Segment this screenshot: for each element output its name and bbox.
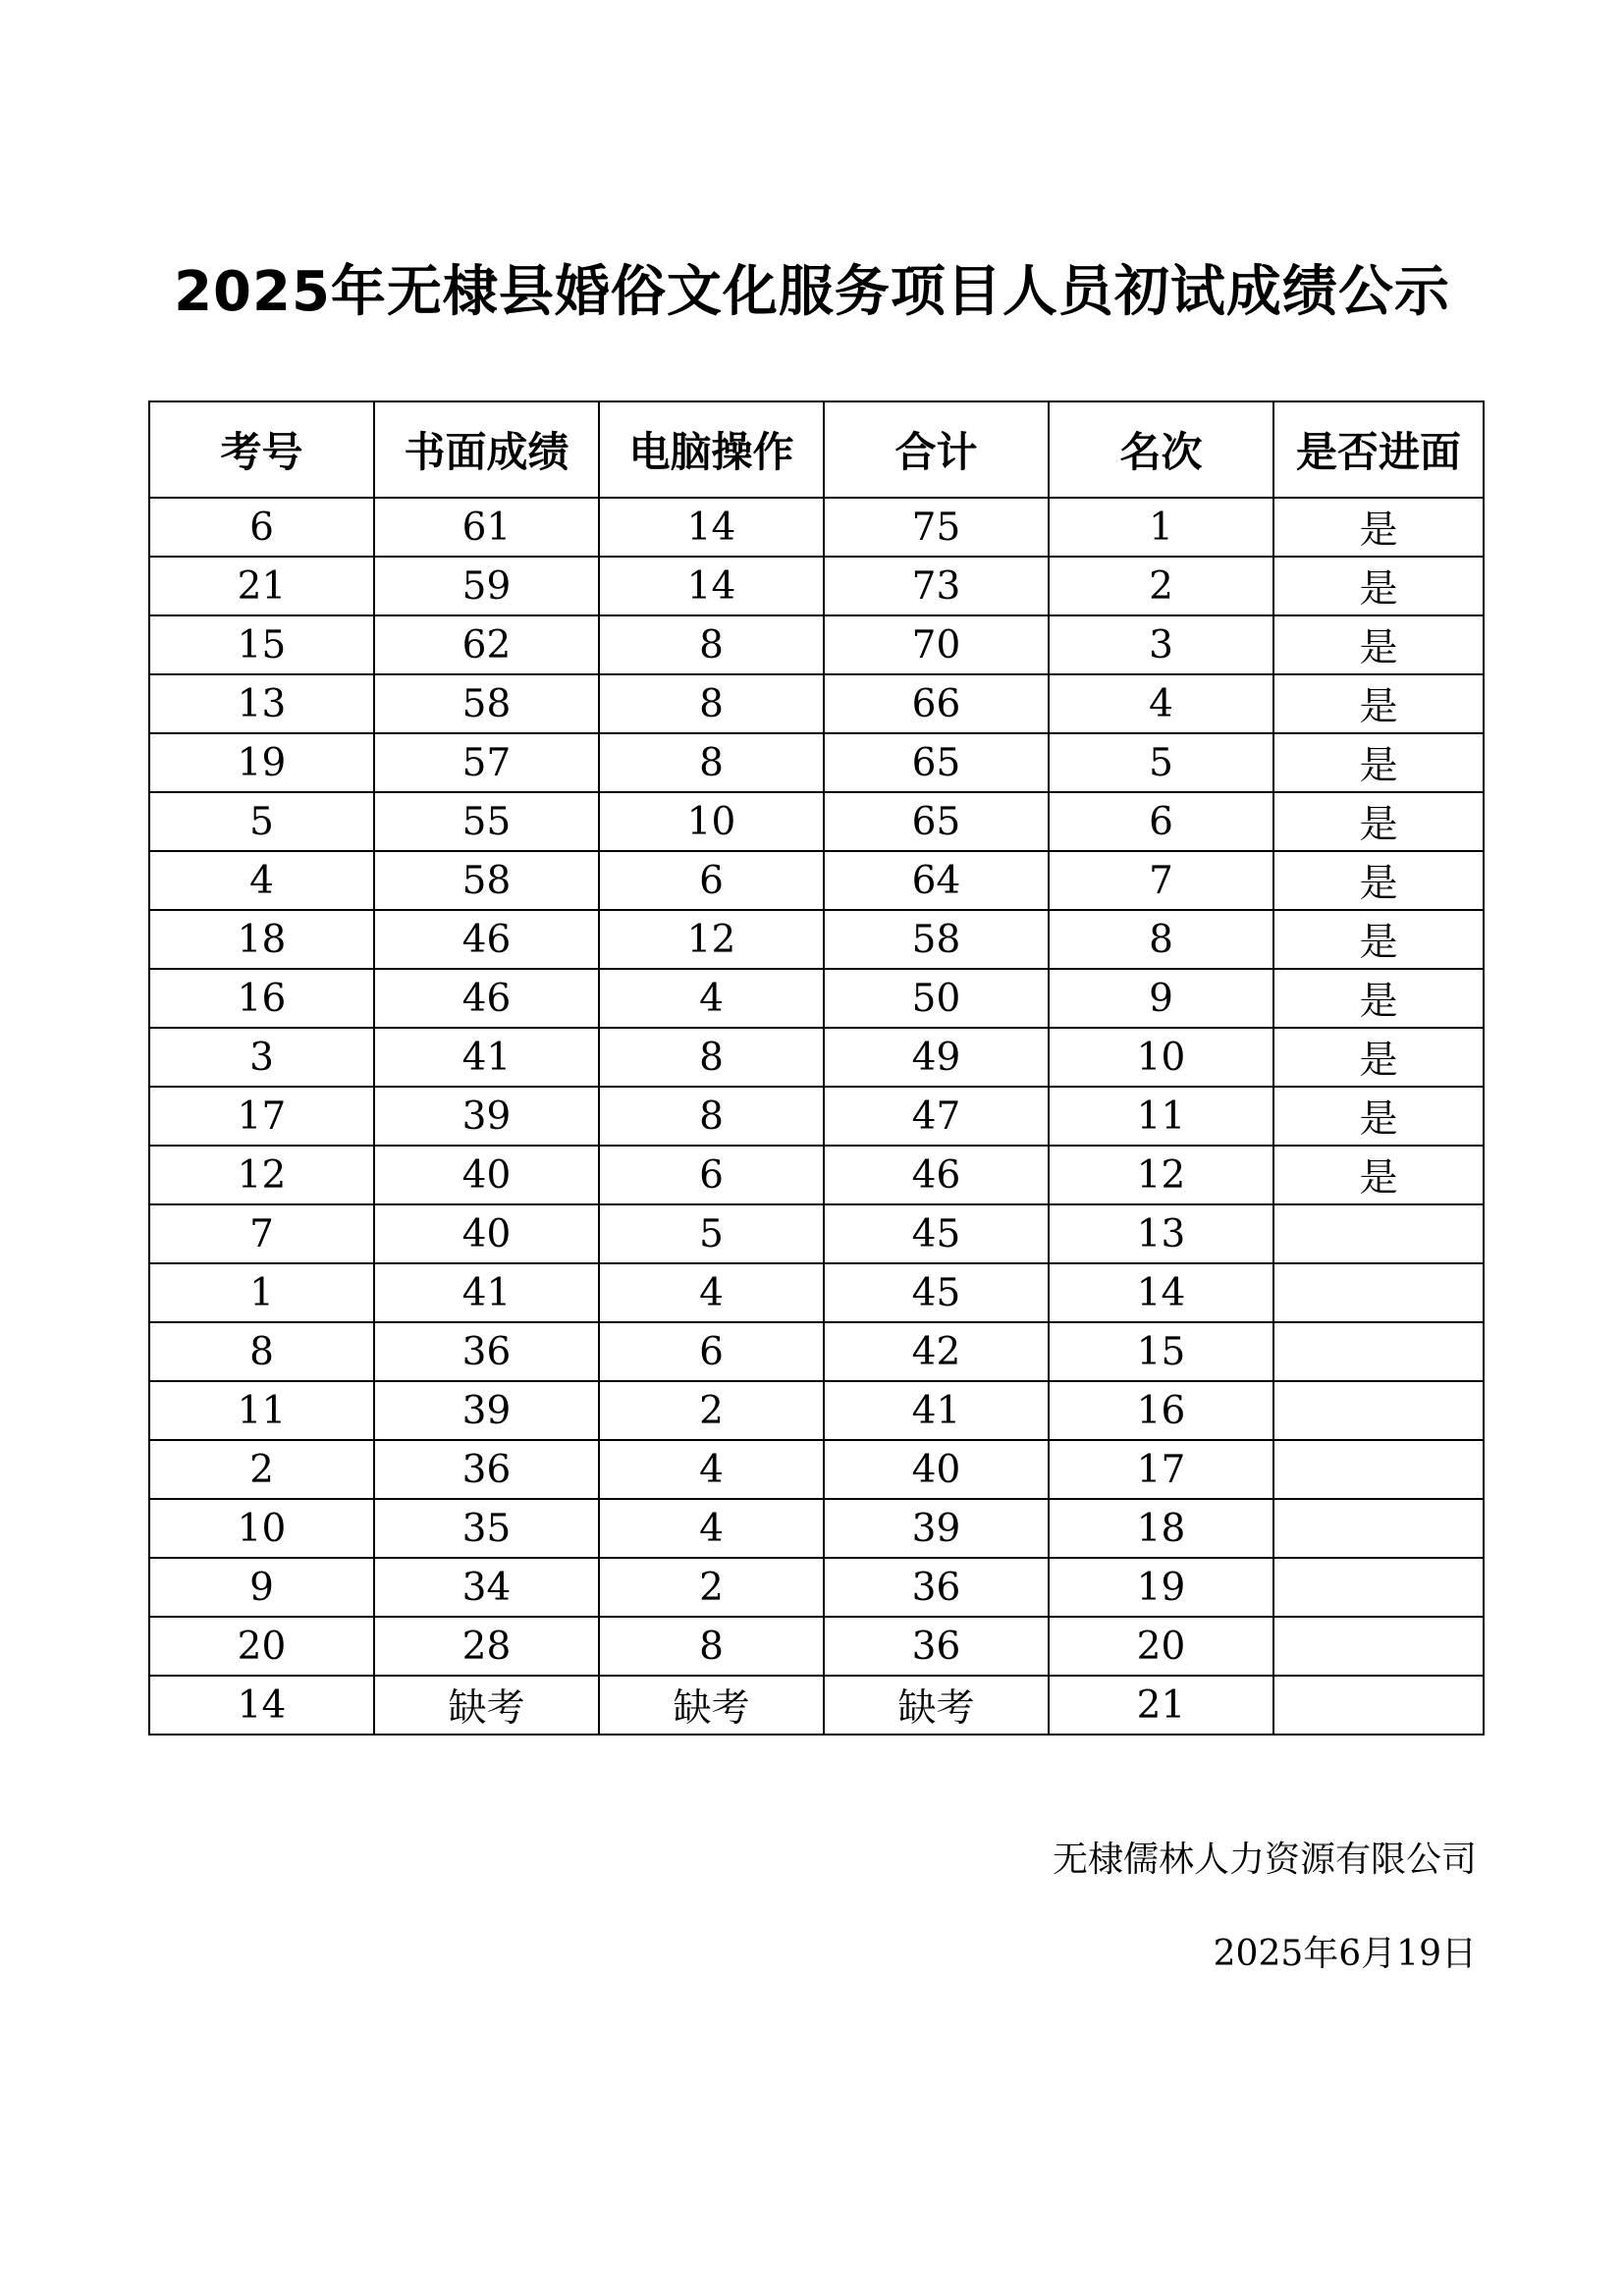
cell-exam-number: 14 xyxy=(149,1676,374,1735)
issuer-company: 无棣儒林人力资源有限公司 xyxy=(1052,1840,1477,1880)
cell-total: 36 xyxy=(824,1617,1049,1676)
cell-computer-score: 6 xyxy=(599,1146,824,1204)
cell-written-score: 46 xyxy=(374,969,599,1028)
cell-written-score: 缺考 xyxy=(374,1676,599,1735)
cell-interview xyxy=(1273,1440,1484,1499)
cell-computer-score: 14 xyxy=(599,557,824,615)
cell-exam-number: 13 xyxy=(149,674,374,733)
cell-written-score: 36 xyxy=(374,1440,599,1499)
cell-total: 50 xyxy=(824,969,1049,1028)
table-row xyxy=(149,792,1484,851)
cell-written-score: 40 xyxy=(374,1146,599,1204)
cell-rank: 21 xyxy=(1049,1676,1273,1735)
cell-interview xyxy=(1273,1322,1484,1381)
cell-computer-score: 5 xyxy=(599,1204,824,1263)
cell-computer-score: 6 xyxy=(599,851,824,910)
cell-computer-score: 8 xyxy=(599,1028,824,1087)
cell-total: 47 xyxy=(824,1087,1049,1146)
cell-computer-score: 8 xyxy=(599,1087,824,1146)
cell-exam-number: 16 xyxy=(149,969,374,1028)
cell-total: 75 xyxy=(824,498,1049,557)
cell-total: 缺考 xyxy=(824,1676,1049,1735)
cell-interview: 是 xyxy=(1273,498,1484,557)
cell-interview: 是 xyxy=(1273,557,1484,615)
cell-interview: 是 xyxy=(1273,733,1484,792)
cell-rank: 8 xyxy=(1049,910,1273,969)
cell-rank: 18 xyxy=(1049,1499,1273,1558)
table-row xyxy=(149,1617,1484,1676)
cell-computer-score: 4 xyxy=(599,1499,824,1558)
cell-total: 64 xyxy=(824,851,1049,910)
cell-total: 45 xyxy=(824,1204,1049,1263)
table-row xyxy=(149,1676,1484,1735)
cell-total: 40 xyxy=(824,1440,1049,1499)
cell-computer-score: 12 xyxy=(599,910,824,969)
cell-rank: 20 xyxy=(1049,1617,1273,1676)
cell-exam-number: 3 xyxy=(149,1028,374,1087)
cell-interview xyxy=(1273,1381,1484,1440)
cell-computer-score: 8 xyxy=(599,1617,824,1676)
cell-rank: 4 xyxy=(1049,674,1273,733)
cell-rank: 1 xyxy=(1049,498,1273,557)
cell-interview: 是 xyxy=(1273,910,1484,969)
cell-total: 41 xyxy=(824,1381,1049,1440)
cell-rank: 19 xyxy=(1049,1558,1273,1617)
cell-rank: 11 xyxy=(1049,1087,1273,1146)
table-row xyxy=(149,969,1484,1028)
cell-interview xyxy=(1273,1263,1484,1322)
table-row xyxy=(149,1087,1484,1146)
table-row xyxy=(149,733,1484,792)
cell-exam-number: 20 xyxy=(149,1617,374,1676)
table-row xyxy=(149,1028,1484,1087)
table-row xyxy=(149,910,1484,969)
cell-written-score: 40 xyxy=(374,1204,599,1263)
page-title: 2025年无棣县婚俗文化服务项目人员初试成绩公示 xyxy=(174,260,1450,324)
cell-exam-number: 15 xyxy=(149,615,374,674)
cell-total: 39 xyxy=(824,1499,1049,1558)
cell-written-score: 34 xyxy=(374,1558,599,1617)
cell-exam-number: 19 xyxy=(149,733,374,792)
cell-computer-score: 8 xyxy=(599,674,824,733)
cell-interview: 是 xyxy=(1273,1146,1484,1204)
cell-total: 70 xyxy=(824,615,1049,674)
cell-interview: 是 xyxy=(1273,615,1484,674)
cell-rank: 7 xyxy=(1049,851,1273,910)
cell-interview: 是 xyxy=(1273,1087,1484,1146)
table-row xyxy=(149,1146,1484,1204)
header-written-score: 书面成绩 xyxy=(374,401,599,498)
cell-computer-score: 6 xyxy=(599,1322,824,1381)
cell-total: 65 xyxy=(824,792,1049,851)
cell-rank: 16 xyxy=(1049,1381,1273,1440)
cell-exam-number: 4 xyxy=(149,851,374,910)
cell-exam-number: 8 xyxy=(149,1322,374,1381)
header-total: 合计 xyxy=(824,401,1049,498)
cell-written-score: 57 xyxy=(374,733,599,792)
cell-exam-number: 18 xyxy=(149,910,374,969)
table-row xyxy=(149,1322,1484,1381)
table-row xyxy=(149,498,1484,557)
cell-total: 65 xyxy=(824,733,1049,792)
header-rank: 名次 xyxy=(1049,401,1273,498)
cell-computer-score: 4 xyxy=(599,1440,824,1499)
cell-interview: 是 xyxy=(1273,792,1484,851)
cell-rank: 6 xyxy=(1049,792,1273,851)
cell-written-score: 41 xyxy=(374,1028,599,1087)
issue-date: 2025年6月19日 xyxy=(1213,1934,1477,1974)
header-exam-number: 考号 xyxy=(149,401,374,498)
cell-interview xyxy=(1273,1617,1484,1676)
cell-interview xyxy=(1273,1499,1484,1558)
cell-total: 42 xyxy=(824,1322,1049,1381)
cell-computer-score: 缺考 xyxy=(599,1676,824,1735)
cell-total: 46 xyxy=(824,1146,1049,1204)
cell-written-score: 58 xyxy=(374,851,599,910)
cell-computer-score: 4 xyxy=(599,1263,824,1322)
cell-written-score: 58 xyxy=(374,674,599,733)
cell-rank: 10 xyxy=(1049,1028,1273,1087)
cell-computer-score: 8 xyxy=(599,733,824,792)
table-row xyxy=(149,615,1484,674)
table-row xyxy=(149,1558,1484,1617)
cell-exam-number: 17 xyxy=(149,1087,374,1146)
cell-exam-number: 1 xyxy=(149,1263,374,1322)
table-row xyxy=(149,1263,1484,1322)
table-row xyxy=(149,1204,1484,1263)
cell-written-score: 62 xyxy=(374,615,599,674)
cell-total: 66 xyxy=(824,674,1049,733)
cell-computer-score: 10 xyxy=(599,792,824,851)
cell-exam-number: 9 xyxy=(149,1558,374,1617)
cell-computer-score: 4 xyxy=(599,969,824,1028)
cell-exam-number: 2 xyxy=(149,1440,374,1499)
cell-rank: 9 xyxy=(1049,969,1273,1028)
cell-rank: 2 xyxy=(1049,557,1273,615)
table-row xyxy=(149,1499,1484,1558)
table-row xyxy=(149,851,1484,910)
cell-exam-number: 7 xyxy=(149,1204,374,1263)
cell-written-score: 28 xyxy=(374,1617,599,1676)
cell-exam-number: 10 xyxy=(149,1499,374,1558)
cell-rank: 12 xyxy=(1049,1146,1273,1204)
header-computer-score: 电脑操作 xyxy=(599,401,824,498)
cell-interview: 是 xyxy=(1273,969,1484,1028)
cell-written-score: 35 xyxy=(374,1499,599,1558)
table-header-row xyxy=(149,401,1484,498)
cell-written-score: 39 xyxy=(374,1087,599,1146)
cell-total: 36 xyxy=(824,1558,1049,1617)
cell-interview: 是 xyxy=(1273,851,1484,910)
cell-computer-score: 2 xyxy=(599,1381,824,1440)
table-row xyxy=(149,1381,1484,1440)
table-row xyxy=(149,1440,1484,1499)
score-table xyxy=(148,400,1485,1735)
cell-written-score: 39 xyxy=(374,1381,599,1440)
cell-written-score: 36 xyxy=(374,1322,599,1381)
cell-exam-number: 5 xyxy=(149,792,374,851)
header-interview: 是否进面 xyxy=(1273,401,1484,498)
cell-written-score: 55 xyxy=(374,792,599,851)
cell-written-score: 46 xyxy=(374,910,599,969)
cell-exam-number: 6 xyxy=(149,498,374,557)
cell-rank: 13 xyxy=(1049,1204,1273,1263)
cell-interview xyxy=(1273,1676,1484,1735)
cell-written-score: 41 xyxy=(374,1263,599,1322)
cell-written-score: 61 xyxy=(374,498,599,557)
cell-total: 73 xyxy=(824,557,1049,615)
cell-rank: 5 xyxy=(1049,733,1273,792)
cell-rank: 14 xyxy=(1049,1263,1273,1322)
cell-interview: 是 xyxy=(1273,1028,1484,1087)
cell-computer-score: 8 xyxy=(599,615,824,674)
cell-exam-number: 12 xyxy=(149,1146,374,1204)
cell-total: 45 xyxy=(824,1263,1049,1322)
table-row xyxy=(149,674,1484,733)
cell-interview xyxy=(1273,1204,1484,1263)
cell-rank: 15 xyxy=(1049,1322,1273,1381)
cell-total: 49 xyxy=(824,1028,1049,1087)
cell-rank: 17 xyxy=(1049,1440,1273,1499)
cell-total: 58 xyxy=(824,910,1049,969)
cell-interview xyxy=(1273,1558,1484,1617)
cell-computer-score: 14 xyxy=(599,498,824,557)
cell-exam-number: 21 xyxy=(149,557,374,615)
table-row xyxy=(149,557,1484,615)
cell-interview: 是 xyxy=(1273,674,1484,733)
cell-exam-number: 11 xyxy=(149,1381,374,1440)
cell-computer-score: 2 xyxy=(599,1558,824,1617)
cell-written-score: 59 xyxy=(374,557,599,615)
cell-rank: 3 xyxy=(1049,615,1273,674)
table-body xyxy=(149,498,1484,1735)
